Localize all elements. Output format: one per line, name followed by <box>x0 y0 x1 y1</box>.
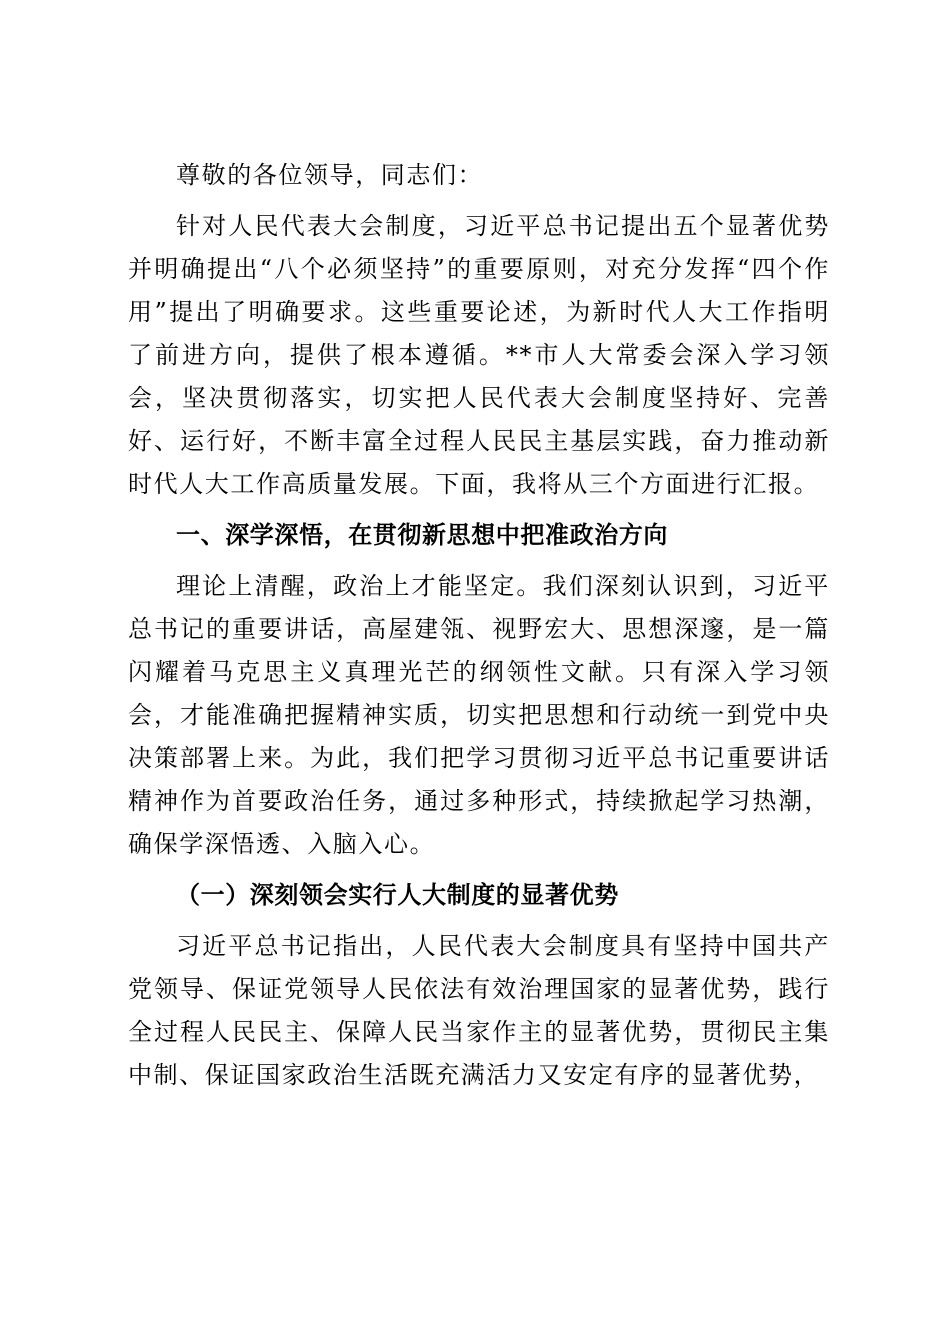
subsection-heading-1: （一）深刻领会实行人大制度的显著优势 <box>176 881 619 909</box>
greeting: 尊敬的各位领导，同志们： <box>176 161 484 189</box>
theory-paragraph: 理论上清醒，政治上才能坚定。我们深刻认识到，习近平总书记的重要讲话，高屋建瓴、视野宏大、思想深邃，是一篇闪耀着马克思主义真理光芒的纲领性文献。只有深入学习领会，才能准确把握精神实质，切实把思想和行动统一到党中央决策部署上来。为此，我们把学习贯彻习近平总书记重要讲话精神作为首要政治任务，通过多种形式，持续掀起学习热潮，确保学深悟透、入脑入心。 <box>128 572 830 858</box>
advantages-paragraph: 习近平总书记指出，人民代表大会制度具有坚持中国共产党领导、保证党领导人民依法有效治理国家的显著优势，践行全过程人民民主、保障人民当家作主的显著优势，贯彻民主集中制、保证国家政治生活既充满活力又安定有序的显著优势， <box>128 932 830 1089</box>
intro-paragraph: 针对人民代表大会制度，习近平总书记提出五个显著优势并明确提出“八个必须坚持”的重要原则，对充分发挥“四个作用”提出了明确要求。这些重要论述，为新时代人大工作指明了前进方向，提供了根本遵循。**市人大常委会深入学习领会，坚决贯彻落实，切实把人民代表大会制度坚持好、完善好、运行好，不断丰富全过程人民民主基层实践，奋力推动新时代人大工作高质量发展。下面，我将从三个方面进行汇报。 <box>128 212 830 498</box>
section-heading-1: 一、深学深悟，在贯彻新思想中把准政治方向 <box>176 521 668 549</box>
document-body <box>128 154 830 1105</box>
